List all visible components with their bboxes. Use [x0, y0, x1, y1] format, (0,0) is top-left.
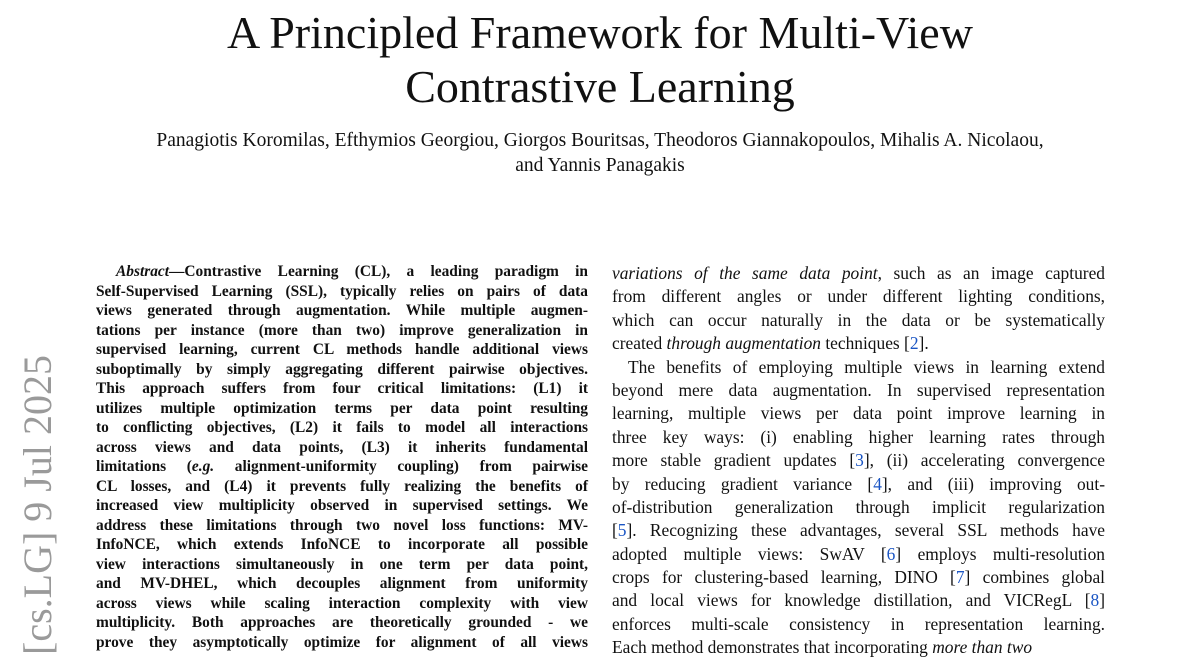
abstract-line: Self-Supervised Learning (SSL), typically relies on pairs of data: [96, 282, 588, 300]
citation-link[interactable]: 8: [1090, 590, 1100, 611]
abstract-line: and MV-DHEL, which decouples alignment from uniformity: [96, 575, 588, 592]
body-line: three key ways: (i) enabling higher learning rates through: [612, 426, 1105, 447]
citation-link[interactable]: 6: [886, 543, 896, 564]
body-line: which can occur naturally in the data or be systematically: [612, 309, 1105, 330]
body-line: enforces multi-scale consistency in representation learning.: [612, 613, 1105, 634]
abstract-line: address these limitations through two novel loss functions: MV-: [96, 516, 588, 534]
paper-title-line-2: Contrastive Learning: [405, 61, 795, 112]
body-line: by reducing gradient variance [4], and (iii) improving out-: [612, 473, 1105, 494]
body-text-column: [612, 262, 1105, 660]
abstract-line: views generated through augmentation. While multiple augmen-: [96, 302, 588, 319]
authors-line-1: Panagiotis Koromilas, Efthymios Georgiou, Giorgos Bouritsas, Theodoros Giannakopoulos, Mihalis A. Nicolaou,: [156, 130, 1044, 151]
body-line: more stable gradient updates [3], (ii) accelerating convergence: [612, 450, 1105, 471]
paper-title-line-1: A Principled Framework for Multi-View: [227, 7, 973, 58]
abstract-line: multiplicity. Both approaches are theoretically grounded - we: [96, 614, 588, 631]
citation-link[interactable]: 4: [873, 473, 882, 494]
body-line: adopted multiple views: SwAV [6] employs multi-resolution: [612, 543, 1105, 564]
body-line: [5]. Recognizing these advantages, several SSL methods have: [612, 520, 1105, 541]
abstract-line: This approach suffers from four critical limitations: (L1) it: [96, 380, 588, 397]
citation-link[interactable]: 3: [855, 450, 864, 471]
citation-link[interactable]: 5: [617, 520, 627, 541]
abstract-line: utilizes multiple optimization terms per data point resulting: [96, 399, 588, 417]
body-line: created through augmentation techniques [2].: [612, 333, 929, 354]
body-line: variations of the same data point, such as an image captured: [612, 263, 1105, 283]
abstract-line: across views and data points, (L3) it inherits fundamental: [96, 438, 588, 456]
authors-line-2: and Yannis Panagakis: [515, 155, 685, 176]
body-line: of-distribution generalization through implicit regularization: [612, 496, 1105, 517]
abstract-line: limitations (e.g. alignment-uniformity coupling) from pairwise: [96, 458, 588, 475]
citation-link[interactable]: 7: [955, 567, 965, 588]
body-line: from different angles or under different lighting conditions,: [612, 286, 1105, 307]
citation-link[interactable]: 2: [909, 333, 919, 354]
body-line: and local views for knowledge distillation, and VICRegL [8]: [612, 590, 1105, 611]
body-line: beyond mere data augmentation. In supervised representation: [612, 379, 1105, 400]
body-line: crops for clustering-based learning, DINO [7] combines global: [612, 567, 1105, 588]
abstract-line: view interactions simultaneously in one term per data point,: [96, 555, 588, 573]
body-line: learning, multiple views per data point improve learning in: [612, 403, 1105, 424]
abstract-line: CL losses, and (L4) it prevents fully realizing the benefits of: [96, 477, 588, 495]
abstract-line: suboptimally by simply aggregating different pairwise objectives.: [96, 360, 588, 378]
abstract-line: across views while scaling interaction complexity with view: [96, 594, 588, 612]
abstract-line: tations per instance (more than two) improve generalization in: [96, 321, 588, 339]
body-line: The benefits of employing multiple views in learning extend: [628, 356, 1105, 377]
abstract-line: prove they asymptotically optimize for alignment of all views: [96, 633, 588, 651]
abstract-line: to conflicting objectives, (L2) it fails to model all interactions: [96, 419, 588, 436]
abstract-line: Abstract—Contrastive Learning (CL), a leading paradigm in: [116, 263, 588, 280]
body-line: Each method demonstrates that incorporating more than two: [612, 637, 1033, 658]
arxiv-stamp-text: [cs.LG] 9 Jul 2025: [15, 355, 60, 655]
arxiv-stamp: [15, 335, 60, 655]
abstract-line: supervised learning, current CL methods handle additional views: [96, 341, 588, 358]
abstract: [96, 262, 588, 652]
abstract-line: increased view multiplicity observed in supervised settings. We: [96, 497, 588, 514]
abstract-label: Abstract: [116, 263, 170, 280]
abstract-line: InfoNCE, which extends InfoNCE to incorporate all possible: [96, 536, 588, 553]
